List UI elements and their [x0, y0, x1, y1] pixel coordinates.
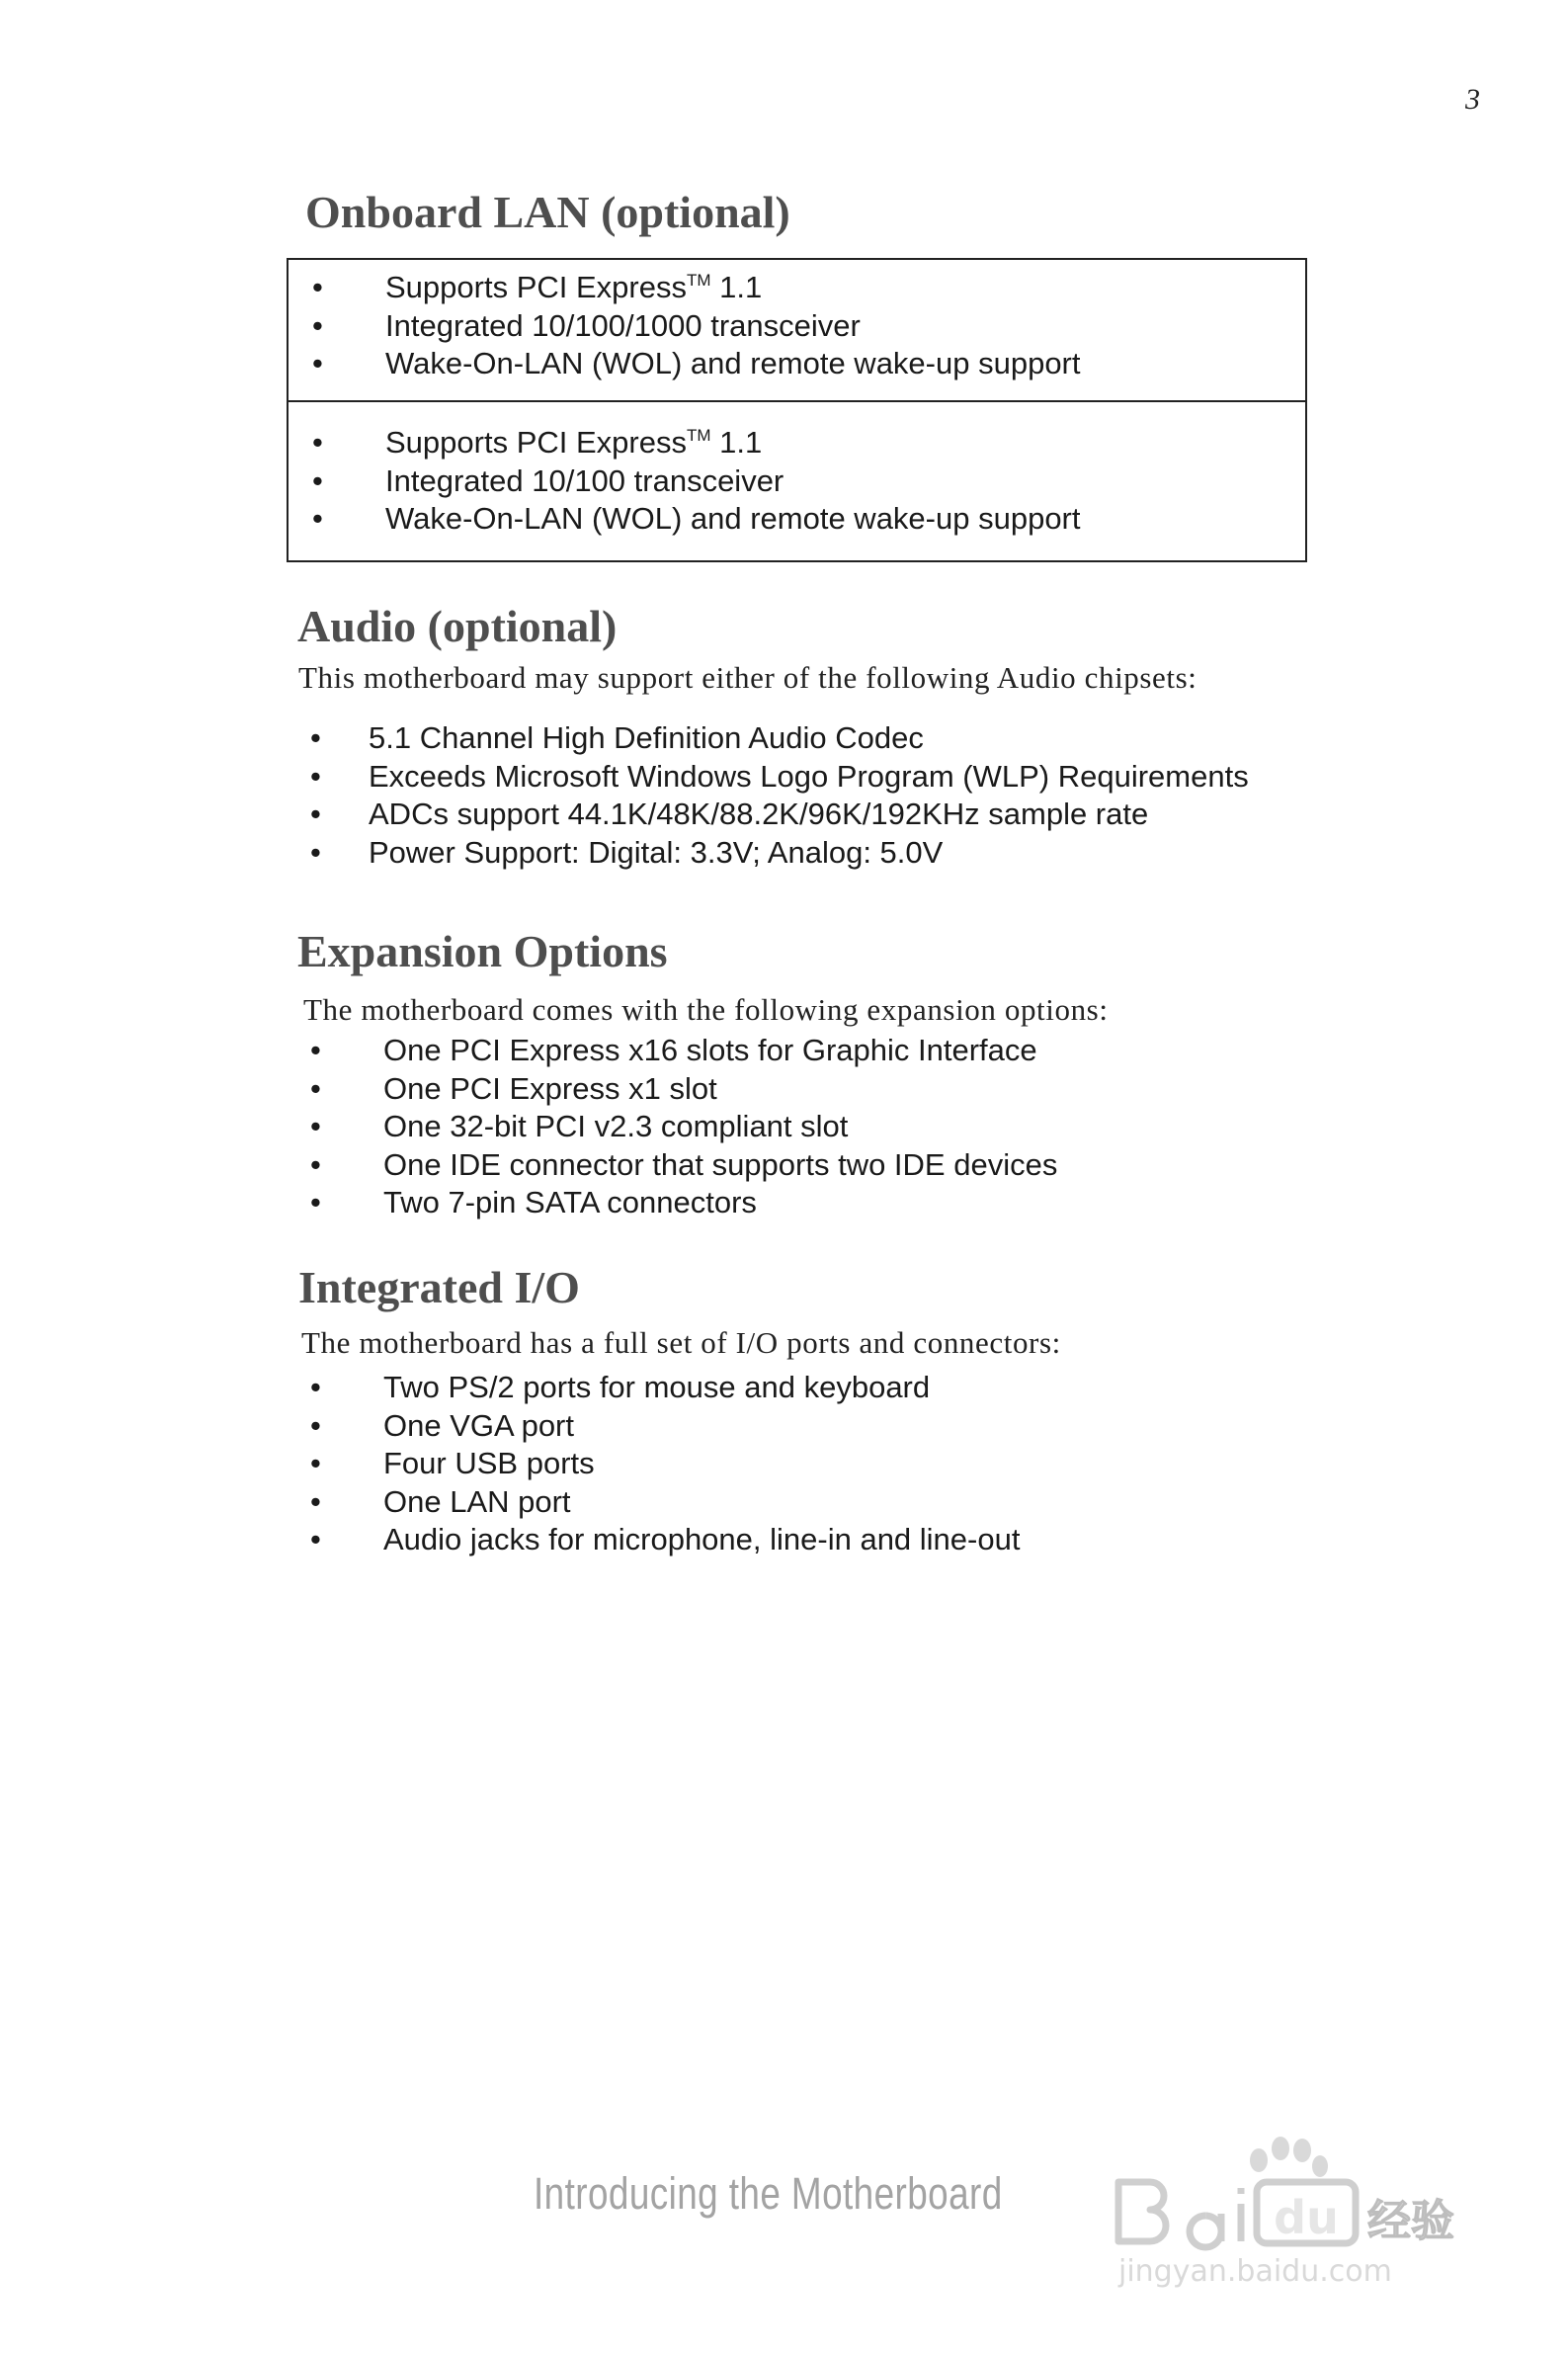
bullet: •	[310, 1033, 321, 1067]
list-item-text: One VGA port	[383, 1407, 574, 1443]
bullet: •	[312, 346, 323, 380]
list-item-text: Audio jacks for microphone, line-in and line-out	[383, 1522, 1021, 1556]
list-item-text: Supports PCI Express	[385, 270, 687, 304]
list-item-text: One LAN port	[383, 1483, 571, 1519]
list-item-text: Integrated 10/100 transceiver	[385, 462, 784, 498]
bullet: •	[310, 797, 321, 831]
list-item-text: One 32-bit PCI v2.3 compliant slot	[383, 1109, 849, 1143]
footer-chapter-title: Introducing the Motherboard	[534, 2168, 1003, 2219]
list-item-text: Supports PCI Express	[385, 425, 687, 460]
bullet: •	[310, 1185, 321, 1219]
list-item-text: One IDE connector that supports two IDE devices	[383, 1146, 1058, 1182]
list-item-text: 5.1 Channel High Definition Audio Codec	[369, 720, 924, 755]
paw-print-icon	[1250, 2137, 1328, 2177]
bullet: •	[310, 1370, 321, 1404]
lan-spec-table	[287, 258, 1307, 562]
bullet: •	[312, 270, 323, 304]
list-item-text: ADCs support 44.1K/48K/88.2K/96K/192KHz sample rate	[369, 797, 1149, 831]
list-item-text: Wake-On-LAN (WOL) and remote wake-up support	[385, 501, 1081, 536]
bullet: •	[310, 1483, 321, 1519]
trademark-mark: TM	[686, 271, 711, 290]
list-item-text: Exceeds Microsoft Windows Logo Program (WLP) Requirements	[369, 758, 1249, 794]
table-divider	[289, 400, 1305, 402]
audio-intro: This motherboard may support either of the following Audio chipsets:	[298, 660, 1197, 695]
expansion-intro: The motherboard comes with the following expansion options:	[303, 992, 1109, 1027]
bullet: •	[310, 834, 321, 870]
bullet: •	[310, 1070, 321, 1106]
expansion-heading: Expansion Options	[297, 926, 668, 976]
bullet: •	[310, 758, 321, 794]
list-item-text: Two 7-pin SATA connectors	[383, 1185, 757, 1219]
watermark-url-text: jingyan.baidu.com	[1118, 2254, 1392, 2289]
lan-heading: Onboard LAN (optional)	[305, 187, 790, 237]
bullet: •	[312, 307, 323, 343]
list-item-text: Wake-On-LAN (WOL) and remote wake-up support	[385, 346, 1081, 380]
list-item-text: Integrated 10/100/1000 transceiver	[385, 307, 861, 343]
list-item-suffix: 1.1	[710, 270, 763, 304]
list-item-text: One PCI Express x16 slots for Graphic Interface	[383, 1033, 1037, 1067]
bullet: •	[310, 1522, 321, 1556]
watermark-chinese-text: 经验	[1367, 2196, 1454, 2246]
bullet: •	[310, 1446, 321, 1480]
bullet: •	[310, 1407, 321, 1443]
bullet: •	[312, 462, 323, 498]
bullet: •	[310, 1109, 321, 1143]
baidu-jingyan-watermark	[1109, 2113, 1464, 2291]
bullet: •	[312, 425, 323, 460]
list-item-suffix: 1.1	[710, 425, 763, 460]
list-item-text: Four USB ports	[383, 1446, 595, 1480]
page-number: 3	[1465, 83, 1480, 116]
bullet: •	[310, 1146, 321, 1182]
bullet: •	[312, 501, 323, 536]
list-item-text: Power Support: Digital: 3.3V; Analog: 5.0V	[369, 834, 944, 870]
audio-heading: Audio (optional)	[297, 601, 618, 651]
watermark-logo-text: du	[1274, 2191, 1339, 2244]
io-heading: Integrated I/O	[298, 1262, 580, 1312]
list-item-text: One PCI Express x1 slot	[383, 1070, 717, 1106]
list-item-text: Two PS/2 ports for mouse and keyboard	[383, 1370, 931, 1404]
trademark-mark: TM	[686, 426, 711, 445]
io-intro: The motherboard has a full set of I/O ports and connectors:	[301, 1325, 1061, 1360]
bullet: •	[310, 720, 321, 755]
